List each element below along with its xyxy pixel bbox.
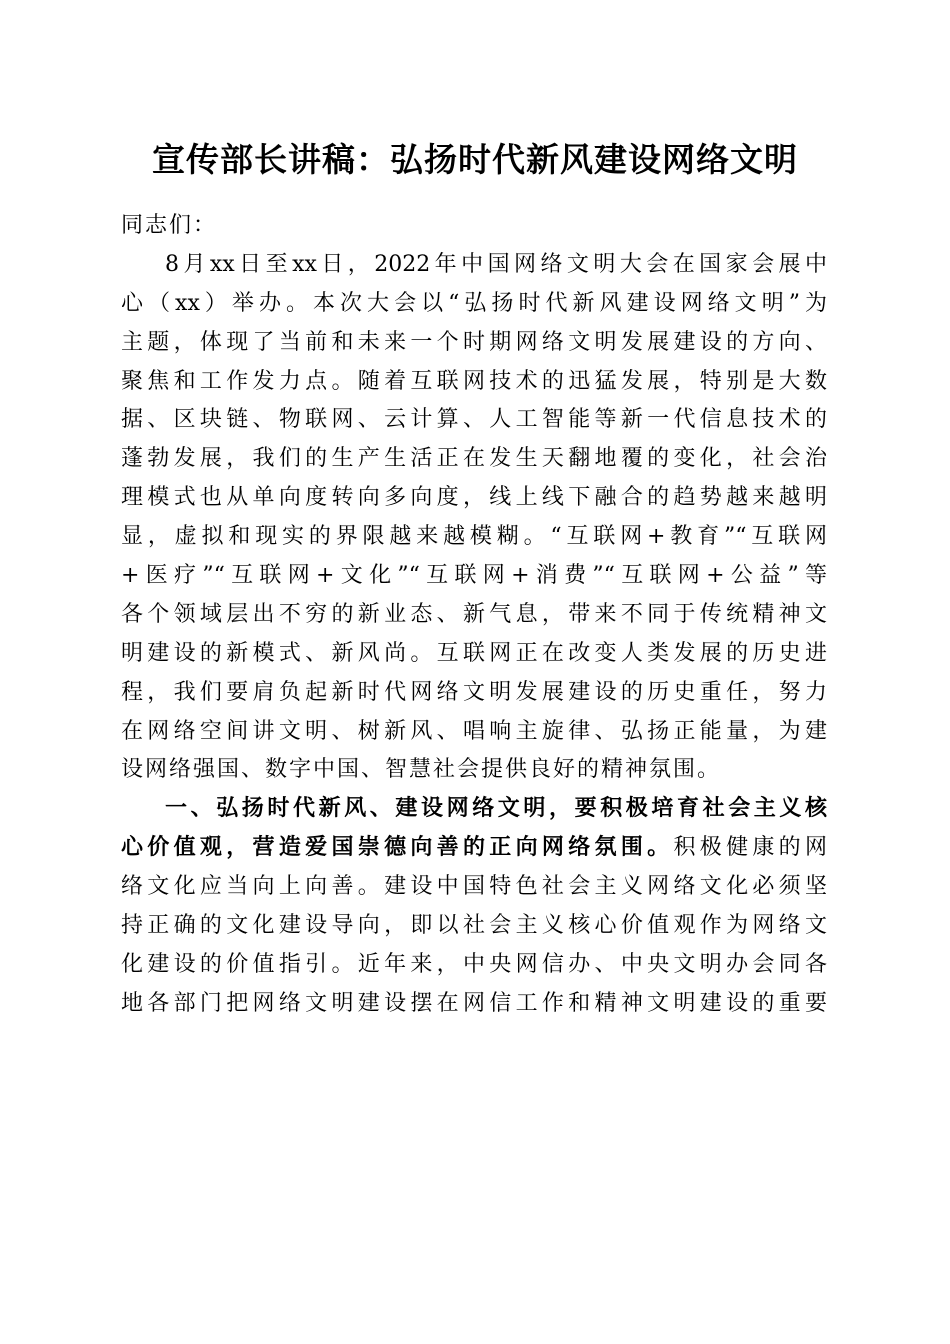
salutation: 同志们： (121, 213, 218, 238)
paragraph-line: 地各部门把网络文明建设摆在网信工作和精神文明建设的重要 (121, 990, 827, 1016)
paragraph-line: 各个领域层出不穷的新业态、新气息，带来不同于传统精神文 (121, 601, 827, 627)
section-heading-end: 心价值观，营造爱国崇德向善的正向网络氛围。 (121, 835, 674, 861)
section-heading-continued (121, 829, 827, 868)
document-body (121, 207, 827, 1024)
paragraph-line: 程，我们要肩负起新时代网络文明发展建设的历史重任，努力 (121, 679, 827, 705)
paragraph-line: +医疗”“互联网+文化”“互联网+消费”“互联网+公益”等 (121, 563, 827, 589)
paragraph-line: 8月xx日至xx日，2022年中国网络文明大会在国家会展中 (165, 251, 827, 277)
section-heading: 一、弘扬时代新风、建设网络文明，要积极培育社会主义核 (165, 796, 827, 822)
paragraph-line: 在网络空间讲文明、树新风、唱响主旋律、弘扬正能量，为建 (121, 718, 827, 744)
paragraph-line: 心（xx）举办。本次大会以“弘扬时代新风建设网络文明”为 (121, 290, 827, 316)
paragraph-line: 持正确的文化建设导向，即以社会主义核心价值观作为网络文 (121, 913, 827, 939)
paragraph-line: 络文化应当向上向善。建设中国特色社会主义网络文化必须坚 (121, 874, 827, 900)
paragraph-line: 设网络强国、数字中国、智慧社会提供良好的精神氛围。 (121, 757, 722, 783)
document-title: 宣传部长讲稿：弘扬时代新风建设网络文明 (152, 140, 798, 179)
paragraph-line: 聚焦和工作发力点。随着互联网技术的迅猛发展，特别是大数 (121, 368, 827, 394)
paragraph-text: 积极健康的网 (673, 835, 827, 861)
paragraph-line: 化建设的价值指引。近年来，中央网信办、中央文明办会同各 (121, 951, 827, 977)
paragraph-line: 蓬勃发展，我们的生产生活正在发生天翻地覆的变化，社会治 (121, 446, 827, 472)
paragraph-line: 明建设的新模式、新风尚。互联网正在改变人类发展的历史进 (121, 640, 827, 666)
paragraph-line: 主题，体现了当前和未来一个时期网络文明发展建设的方向、 (121, 329, 827, 355)
paragraph-line: 理模式也从单向度转向多向度，线上线下融合的趋势越来越明 (121, 485, 827, 511)
paragraph-line: 显，虚拟和现实的界限越来越模糊。“互联网+教育”“互联网 (121, 524, 827, 550)
paragraph-line: 据、区块链、物联网、云计算、人工智能等新一代信息技术的 (121, 407, 827, 433)
